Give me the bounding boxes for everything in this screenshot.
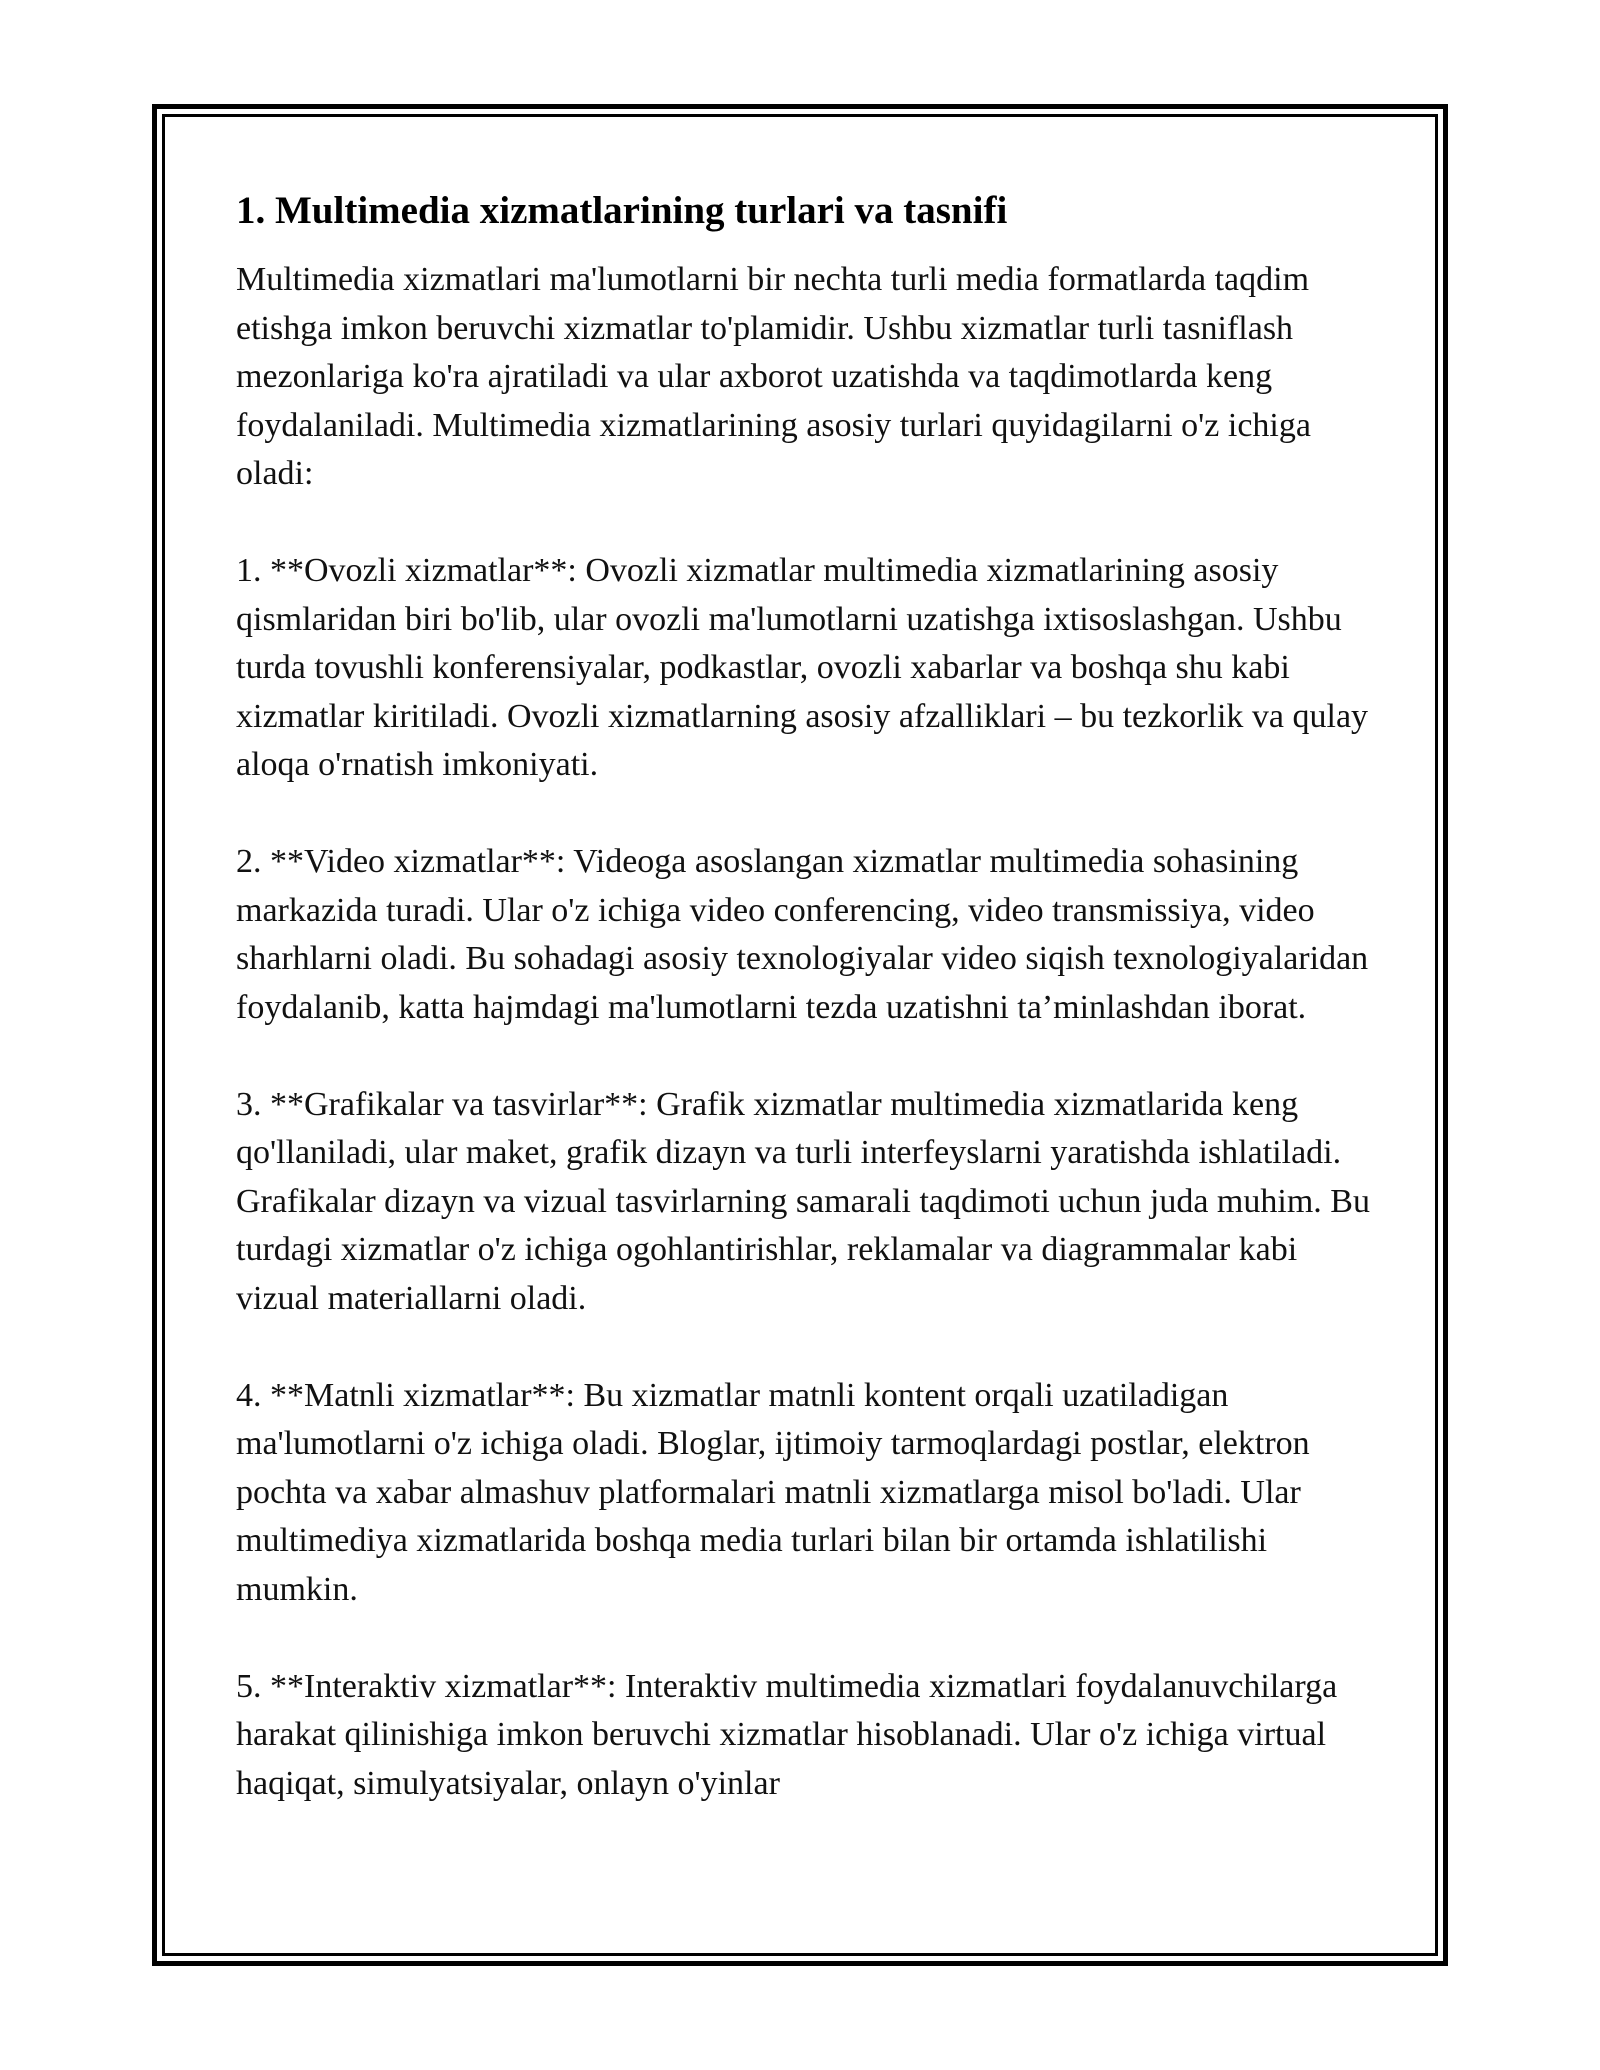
paragraph-audio-services: 1. **Ovozli xizmatlar**: Ovozli xizmatlar multimedia xizmatlarining asosiy qismlaridan biri bo'lib, ular ovozli ma'lumotlarni uzatishga ixtisoslashgan. Ushbu turda tovushli konferensiyalar, podkastlar, ovozli xabarlar va boshqa shu kabi xizmatlar kiritiladi. Ovozli xizmatlarning asosiy afzalliklari – bu tezkorlik va qulay aloqa o'rnatish imkoniyati. <box>236 552 1369 783</box>
paragraph-intro: Multimedia xizmatlari ma'lumotlarni bir nechta turli media formatlarda taqdim etishga imkon beruvchi xizmatlar to'plamidir. Ushbu xizmatlar turli tasniflash mezonlariga ko'ra ajratiladi va ular axborot uzatishda va taqdimotlarda keng foydalaniladi. Multimedia xizmatlarining asosiy turlari quyidagilarni o'z ichiga oladi: <box>236 261 1311 492</box>
section-heading: 1. Multimedia xizmatlarining turlari va tasnifi <box>236 189 1008 232</box>
paragraph-video-services: 2. **Video xizmatlar**: Videoga asoslangan xizmatlar multimedia sohasining markazida turadi. Ular o'z ichiga video conferencing, video transmissiya, video sharhlarni oladi. Bu sohadagi asosiy texnologiyalar video siqish texnologiyalaridan foydalanib, katta hajmdagi ma'lumotlarni tezda uzatishni ta’minlashdan iborat. <box>236 843 1369 1026</box>
document-body <box>236 186 1371 1808</box>
paragraph-graphics-services: 3. **Grafikalar va tasvirlar**: Grafik xizmatlar multimedia xizmatlarida keng qo'llaniladi, ular maket, grafik dizayn va turli interfeyslarni yaratishda ishlatiladi. Grafikalar dizayn va vizual tasvirlarning samarali taqdimoti uchun juda muhim. Bu turdagi xizmatlar o'z ichiga ogohlantirishlar, reklamalar va diagrammalar kabi vizual materiallarni oladi. <box>236 1085 1370 1317</box>
paragraph-text-services: 4. **Matnli xizmatlar**: Bu xizmatlar matnli kontent orqali uzatiladigan ma'lumotlarni o'z ichiga oladi. Bloglar, ijtimoiy tarmoqlardagi postlar, elektron pochta va xabar almashuv platformalari matnli xizmatlarga misol bo'ladi. Ular multimediya xizmatlarida boshqa media turlari bilan bir ortamda ishlatilishi mumkin. <box>236 1376 1310 1608</box>
paragraph-interactive-services: 5. **Interaktiv xizmatlar**: Interaktiv multimedia xizmatlari foydalanuvchilarga harakat qilinishiga imkon beruvchi xizmatlar hisoblanadi. Ular o'z ichiga virtual haqiqat, simulyatsiyalar, onlayn o'yinlar <box>236 1667 1338 1802</box>
